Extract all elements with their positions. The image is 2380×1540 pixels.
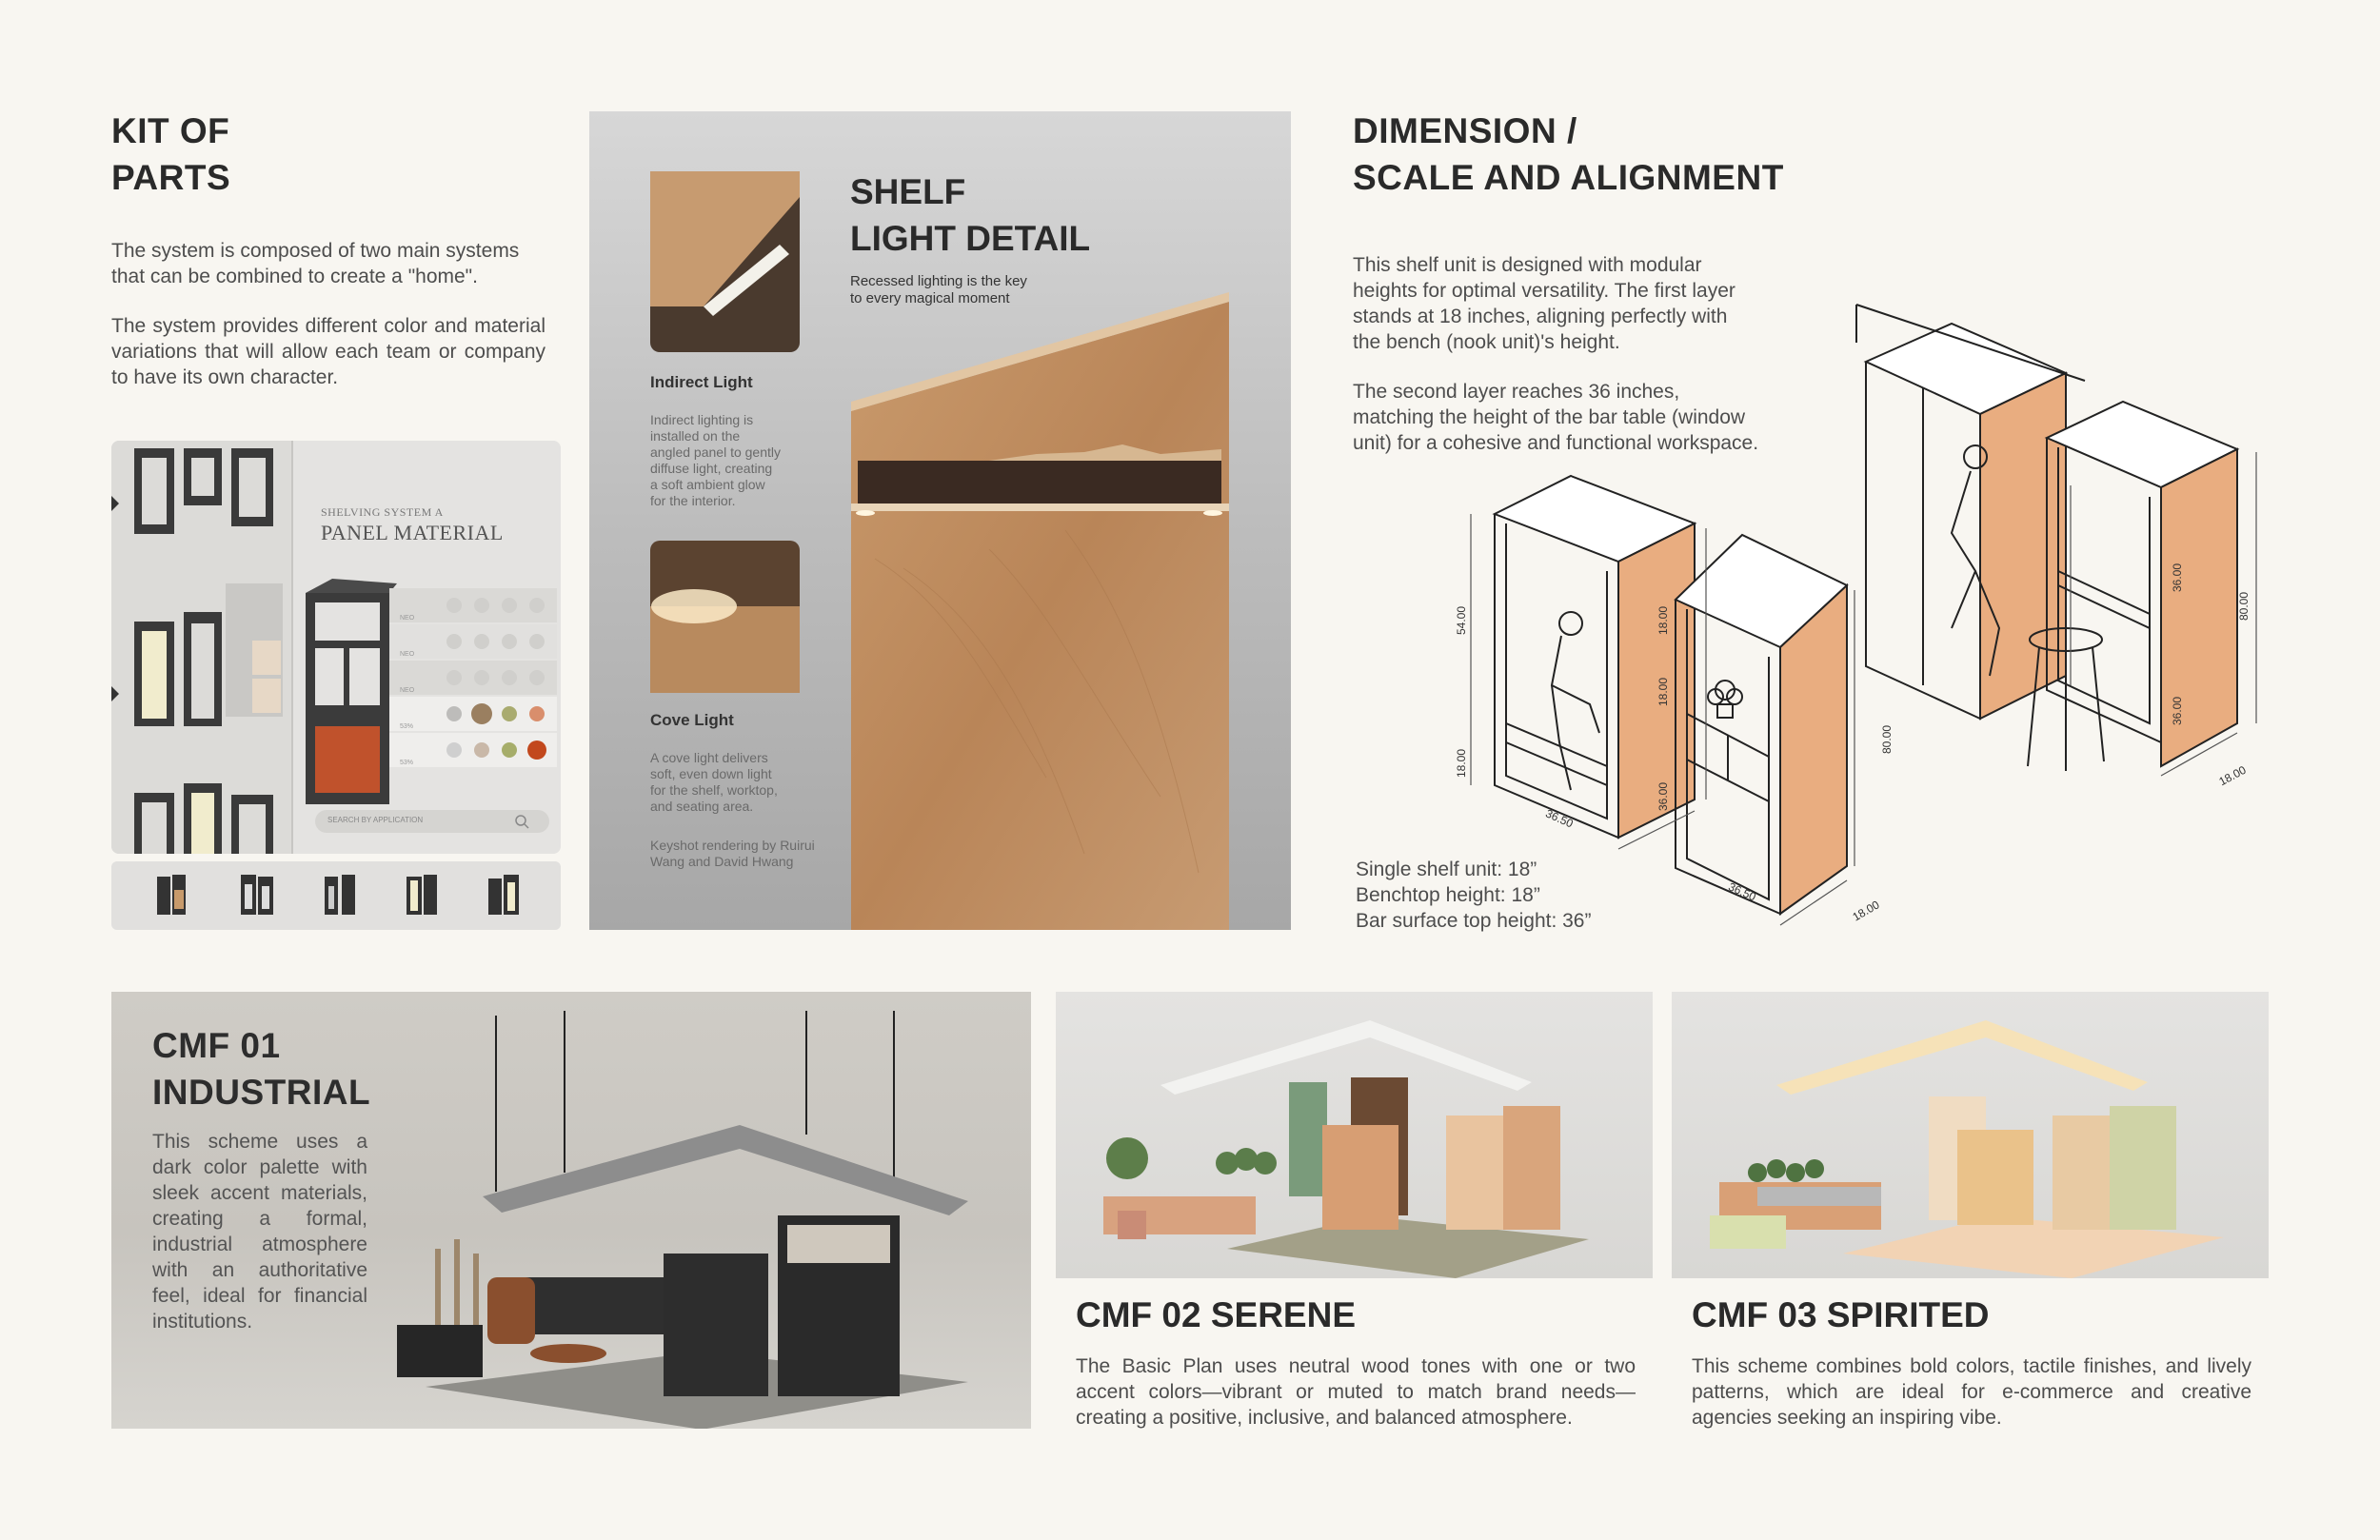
cmf02-title: CMF 02 SERENE xyxy=(1076,1295,1357,1334)
kit-variation-text: The system provides different color and material variations that will allow each team or company to have its own character. xyxy=(111,315,545,388)
summary-bar-height: Bar surface top height: 36” xyxy=(1356,910,1592,932)
dimension-summary xyxy=(1356,857,1591,934)
shelf-light-title xyxy=(850,168,1090,262)
swatch-tag: NEO xyxy=(400,615,415,622)
panel-material-illustration xyxy=(111,441,561,854)
kit-title-line2: PARTS xyxy=(111,158,231,197)
indirect-light-title: Indirect Light xyxy=(650,373,753,391)
cmf01-title-line1: CMF 01 xyxy=(152,1026,281,1065)
shelf-thumbnails xyxy=(111,861,561,930)
cmf01-title-line2: INDUSTRIAL xyxy=(152,1073,371,1112)
dim-label: 80.00 xyxy=(1880,724,1894,755)
panel-material-card xyxy=(111,441,561,854)
cmf03-description: This scheme combines bold colors, tactile finishes, and lively patterns, which are ideal for e-commerce and creative agencies seeking an inspiring vibe. xyxy=(1692,1355,2251,1429)
dim-label: 18.00 xyxy=(1656,677,1671,707)
thumbnail-1 xyxy=(157,875,186,915)
cmf03-render xyxy=(1672,992,2269,1278)
dim-label: 36.00 xyxy=(1656,781,1671,812)
thumbnail-4 xyxy=(407,875,437,915)
kit-of-parts-title xyxy=(111,108,230,201)
swatch-row-tags xyxy=(400,601,414,781)
render-credit: Keyshot rendering by Ruirui Wang and David Hwang xyxy=(650,838,815,869)
dimension-title-line2: SCALE AND ALIGNMENT xyxy=(1353,158,1784,197)
dimension-para2: The second layer reaches 36 inches, matching the height of the bar table (window unit) for a cohesive and functional workspace. xyxy=(1353,381,1759,454)
cmf02-description: The Basic Plan uses neutral wood tones with one or two accent colors—vibrant or muted to match brand needs—creating a positive, inclusive, and balanced atmosphere. xyxy=(1076,1355,1636,1429)
shelf-light-subtitle: Recessed lighting is the key to every magical moment xyxy=(850,273,1027,306)
cove-light-title: Cove Light xyxy=(650,711,734,729)
dimension-title-line1: DIMENSION / xyxy=(1353,111,1577,150)
dimension-labels xyxy=(1457,286,2285,942)
swatch-tag: NEO xyxy=(400,687,415,694)
dim-label: 36.50 xyxy=(1726,879,1758,904)
dim-label: 36.50 xyxy=(1543,806,1576,831)
swatch-tag: 53% xyxy=(400,723,414,730)
shelf-title-line1: SHELF xyxy=(850,172,966,211)
thumbnail-5 xyxy=(488,875,519,915)
dim-label: 18.00 xyxy=(2216,762,2249,789)
shelf-title-line2: LIGHT DETAIL xyxy=(850,219,1091,258)
dim-label: 18.00 xyxy=(1455,748,1469,779)
dim-label: 18.00 xyxy=(1656,605,1671,636)
dim-label: 36.00 xyxy=(2171,563,2185,593)
thumbnail-3 xyxy=(325,875,355,915)
summary-benchtop-height: Benchtop height: 18” xyxy=(1356,884,1540,906)
shelf-light-detail-panel xyxy=(589,111,1291,930)
indirect-light-body: Indirect lighting is installed on the angled panel to gently diffuse light, creating a soft ambient glow for the interior. xyxy=(650,412,781,508)
kit-title-line1: KIT OF xyxy=(111,111,230,150)
cmf02-render xyxy=(1056,992,1653,1278)
kit-intro-text: The system is composed of two main systems that can be combined to create a "home". xyxy=(111,240,520,287)
dim-label: 18.00 xyxy=(1850,898,1882,924)
dim-label: 36.00 xyxy=(2171,696,2185,726)
cmf02-serene-image xyxy=(1056,992,1653,1278)
summary-shelf-unit: Single shelf unit: 18” xyxy=(1356,859,1537,880)
dimension-title xyxy=(1353,108,1784,201)
cove-light-body: A cove light delivers soft, even down light for the shelf, worktop, and seating area. xyxy=(650,750,778,814)
thumbnail-2 xyxy=(241,875,273,915)
cmf01-description: This scheme uses a dark color palette with sleek accent materials, creating a formal, industrial atmosphere with an authoritative feel, ideal for financial institutions. xyxy=(152,1131,367,1333)
swatch-tag: 53% xyxy=(400,760,414,766)
dimension-para1: This shelf unit is designed with modular heights for optimal versatility. The first layer stands at 18 inches, aligning perfectly with the bench (nook unit)'s height. xyxy=(1353,254,1735,353)
panel-material-small-label: SHELVING SYSTEM A xyxy=(321,505,444,519)
cmf03-title: CMF 03 SPIRITED xyxy=(1692,1295,1990,1334)
search-by-application-label: SEARCH BY APPLICATION xyxy=(327,816,424,824)
shelf-thumbnail-strip xyxy=(111,861,561,930)
dim-label: 54.00 xyxy=(1455,605,1469,636)
cmf03-spirited-image xyxy=(1672,992,2269,1278)
cmf01-title xyxy=(152,1022,370,1116)
panel-material-title: PANEL MATERIAL xyxy=(321,521,504,544)
swatch-tag: NEO xyxy=(400,651,415,658)
dim-label: 80.00 xyxy=(2237,591,2251,622)
cmf01-industrial-panel xyxy=(111,992,1031,1429)
